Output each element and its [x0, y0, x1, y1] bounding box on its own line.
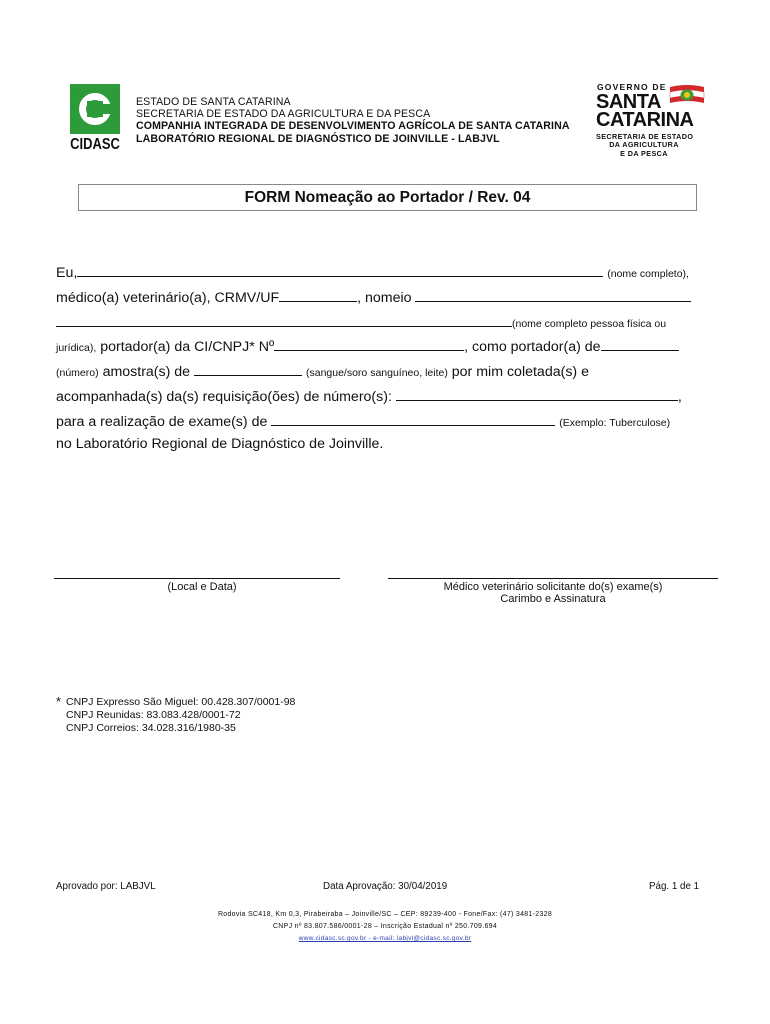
veterinarian-signature-line[interactable] [388, 578, 718, 579]
form-line-3: (nome completo pessoa física ou [56, 312, 720, 334]
header-secretariat: SECRETARIA DE ESTADO DA AGRICULTURA E DA PESCA [136, 108, 431, 120]
footnote-cnpj-expresso: CNPJ Expresso São Miguel: 00.428.307/0001-98 [66, 696, 296, 708]
form-line-7: para a realização de exame(s) de (Exemplo: Tuberculose) [56, 411, 720, 433]
cidasc-logo-mark [70, 84, 120, 134]
appointee-name-field-cont[interactable] [56, 312, 512, 327]
approval-date: Data Aprovação: 30/04/2019 [323, 881, 448, 892]
appointee-name-field[interactable] [415, 287, 691, 302]
footer-web-email-link[interactable]: www.cidasc.sc.gov.br - e-mail: labjvl@cidasc.sc.gov.br [298, 935, 472, 942]
gov-logo-line3: CATARINA [596, 109, 694, 131]
santa-catarina-flag-icon [668, 84, 706, 106]
place-date-label: (Local e Data) [167, 581, 237, 593]
form-title-box [78, 184, 697, 211]
form-title: FORM Nomeação ao Portador / Rev. 04 [244, 189, 531, 206]
requisition-numbers-field[interactable] [396, 386, 678, 401]
crmv-uf-field[interactable] [279, 287, 357, 302]
gov-logo-secretariat: SECRETARIA DE ESTADO DA AGRICULTURA E DA PESCA [596, 132, 694, 158]
sample-count-field[interactable] [601, 336, 679, 351]
exam-type-field[interactable] [271, 411, 555, 426]
cidasc-logo [66, 84, 124, 156]
cidasc-logo-text: CIDASC [70, 134, 120, 153]
sample-type-field[interactable] [194, 361, 302, 376]
form-line-2: médico(a) veterinário(a), CRMV/UF , nomeio [56, 287, 720, 309]
form-line-6: acompanhada(s) da(s) requisição(ões) de número(s): , [56, 386, 720, 408]
place-date-signature-line[interactable] [54, 578, 340, 579]
form-line-5: (número) amostra(s) de (sangue/soro sanguíneo, leite) por mim coletada(s) e [56, 361, 720, 383]
government-logo [596, 82, 716, 162]
id-cnpj-field[interactable] [274, 336, 464, 351]
approved-by: Aprovado por: LABJVL [56, 881, 156, 892]
header-company: COMPANHIA INTEGRADA DE DESENVOLVIMENTO AGRÍCOLA DE SANTA CATARINA [136, 120, 570, 132]
form-line-4: jurídica), portador(a) da CI/CNPJ* Nº , como portador(a) de [56, 336, 720, 358]
footer-cnpj: CNPJ nº 83.807.586/0001-28 – Inscrição Estadual nº 250.709.694 [272, 923, 498, 930]
full-name-field[interactable] [77, 262, 603, 277]
header-laboratory: LABORATÓRIO REGIONAL DE DIAGNÓSTICO DE JOINVILLE - LABJVL [136, 133, 500, 145]
header-state: ESTADO DE SANTA CATARINA [136, 96, 291, 108]
gov-logo-line2: SANTA [596, 91, 661, 113]
footnote-cnpj-reunidas: CNPJ Reunidas: 83.083.428/0001-72 [66, 709, 241, 721]
page-number: Pág. 1 de 1 [649, 881, 700, 892]
veterinarian-label: Médico veterinário solicitante do(s) exame(s) Carimbo e Assinatura [443, 581, 663, 605]
footnote-cnpj-correios: CNPJ Correios: 34.028.316/1980-35 [66, 722, 236, 734]
gov-logo-line1: GOVERNO DE [597, 82, 667, 92]
form-line-8: no Laboratório Regional de Diagnóstico de Joinville. [56, 436, 384, 452]
footer-address: Rodovia SC418, Km 0,3, Pirabeiraba – Joinville/SC – CEP: 89239-400 - Fone/Fax: (47) 3481-2328 [217, 911, 553, 918]
form-line-1: Eu, (nome completo), [56, 262, 720, 284]
footnote-asterisk: * [56, 694, 62, 709]
